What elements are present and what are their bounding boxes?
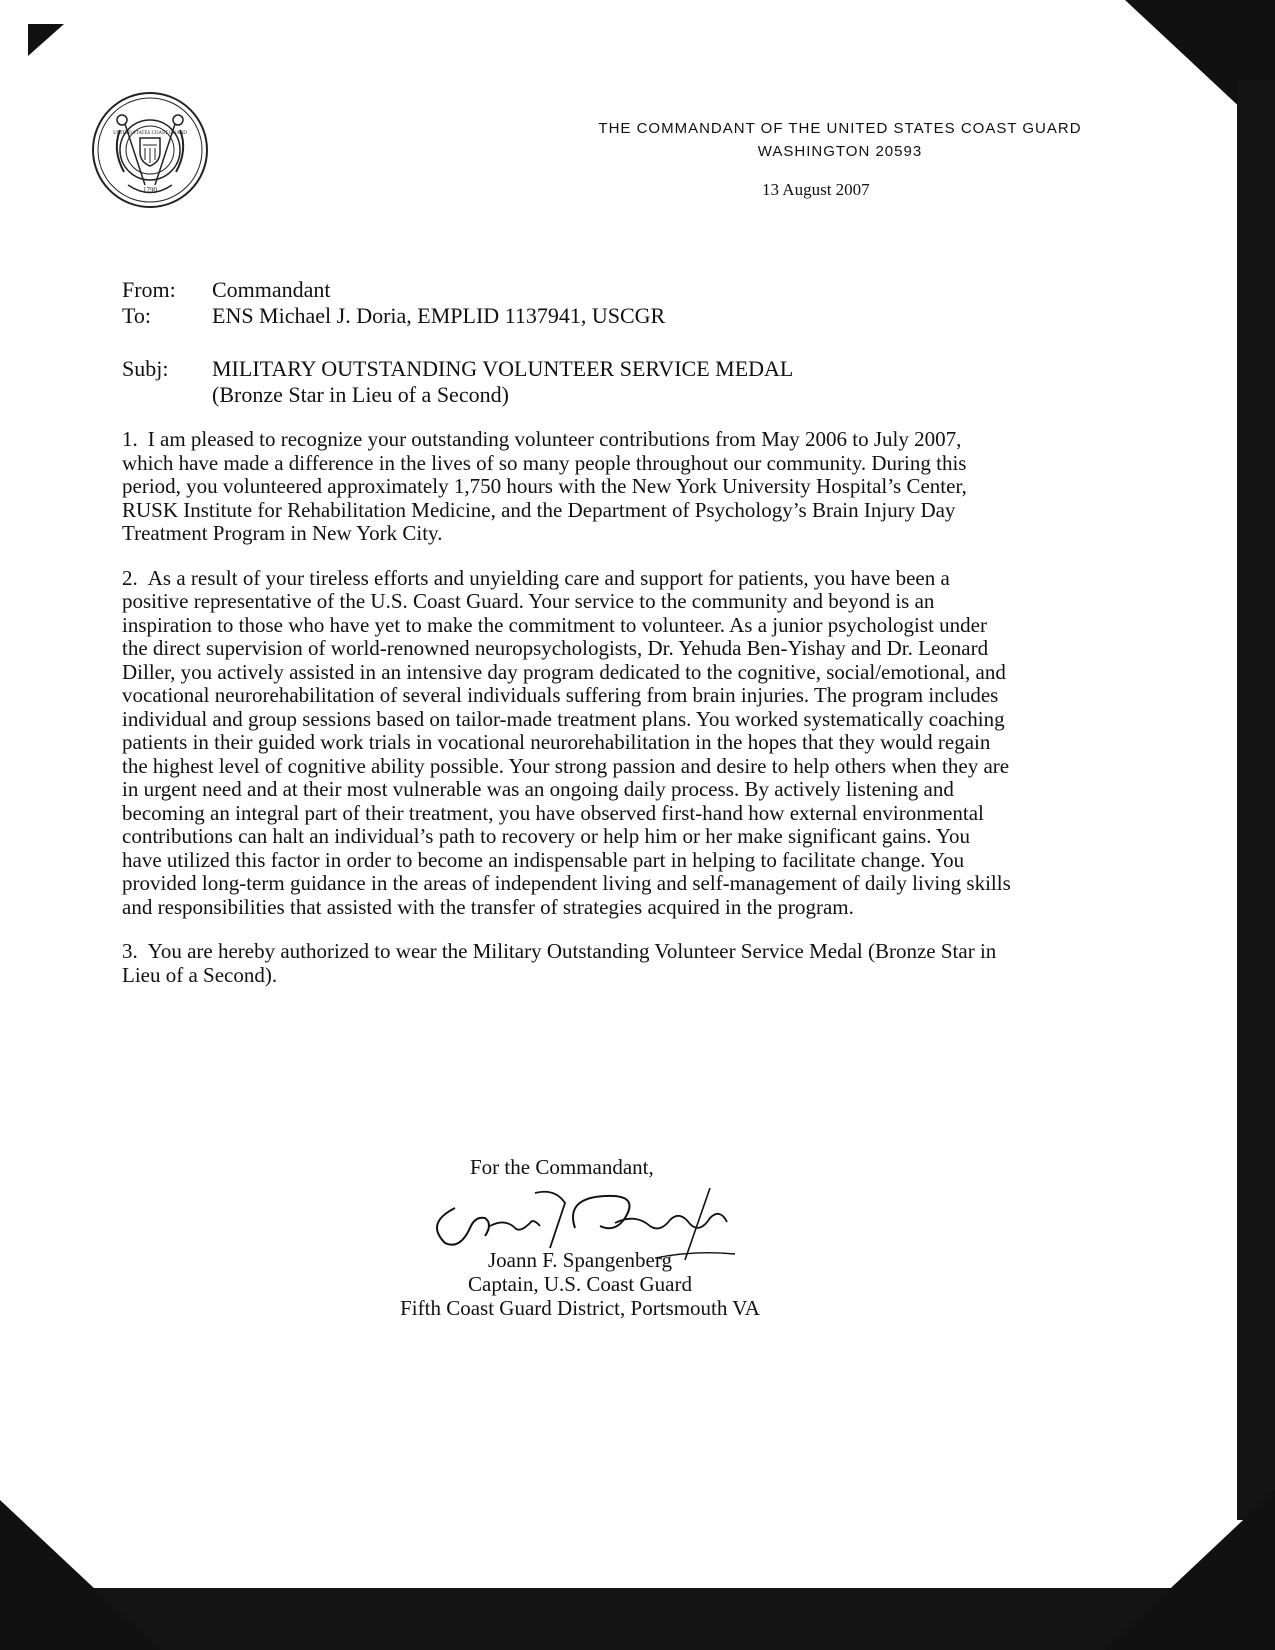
scan-edge-right [1237,80,1275,1520]
memo-to-row [122,303,665,329]
subject-text [212,356,793,408]
paragraph-2-number: 2. [122,565,138,590]
seal-text: UNITED STATES COAST GUARD [113,131,187,136]
signer-name: Joann F. Spangenberg [488,1248,672,1272]
to-value: ENS Michael J. Doria, EMPLID 1137941, USCGR [212,303,666,328]
paragraph-3-number: 3. [122,939,138,963]
subject-row [122,356,793,408]
from-label: From: [122,277,176,302]
subject-line2: (Bronze Star in Lieu of a Second) [212,382,509,407]
paragraph-1 [122,428,1012,546]
paragraph-3 [122,940,1012,987]
scan-edge-bottom [0,1588,1275,1650]
letterhead-line1: THE COMMANDANT OF THE UNITED STATES COAST GUARD [598,120,1082,137]
signer-unit: Fifth Coast Guard District, Portsmouth VA [400,1296,760,1320]
letter-body [122,428,1012,1008]
subj-label: Subj: [122,356,169,381]
paragraph-2 [122,567,1012,920]
scan-corner-top-left [28,24,64,56]
letterhead [540,120,1140,166]
memo-subject [122,356,793,408]
closing-salutation: For the Commandant, [470,1155,654,1179]
memo-header [122,277,665,329]
paragraph-3-text: You are hereby authorized to wear the Military Outstanding Volunteer Service Medal (Bronze Star in Lieu of a Second). [122,939,997,987]
paragraph-1-number: 1. [122,427,138,451]
memo-from-row [122,277,665,303]
letterhead-line2: WASHINGTON 20593 [757,143,923,160]
paragraph-2-text: As a result of your tireless efforts and unyielding care and support for patients, you have been a positive representative of the U.S. Coast Guard. Your service to the community and beyond is an inspiration to those who have yet to make the commitment to volunteer. As a junior psychologist under the direct supervision of world-renowned neuropsychologists, Dr. Yehuda Ben-Yishay and Dr. Leonard Diller, you actively assisted in an intensive day program dedicated to the cognitive, social/emotional, and vocational neurorehabilitation of several individuals suffering from brain injuries. The program includes individual and group sessions based on tailor-made treatment plans. You worked systematically coaching patients in their guided work trials in vocational neurorehabilitation in the hopes that they would regain the highest level of cognitive ability possible. Your strong passion and desire to help others when they are in urgent need and at their most vulnerable was an ongoing daily process. By actively listening and becoming an integral part of their treatment, you have observed first-hand how external environmental contributions can halt an individual’s path to recovery or help him or her make significant gains. You have utilized this factor in order to become an indispensable part in helping to facilitate change. You provided long-term guidance in the areas of independent living and self-management of daily living skills and responsibilities that assisted with the transfer of strategies acquired in the program. [122,565,1011,919]
scan-corner-bottom-left [0,1500,160,1650]
letter-date: 13 August 2007 [762,180,870,199]
subject-line1: MILITARY OUTSTANDING VOLUNTEER SERVICE MEDAL [212,356,794,381]
signer-title: Captain, U.S. Coast Guard [468,1272,692,1296]
from-value: Commandant [212,277,331,302]
coast-guard-seal-icon [90,90,210,210]
to-label: To: [122,303,152,328]
seal-year: 1790 [143,186,157,194]
signature-block [365,1248,795,1320]
paragraph-1-text: I am pleased to recognize your outstanding volunteer contributions from May 2006 to July 2007, which have made a difference in the lives of so many people throughout our community. During this period, you volunteered approximately 1,750 hours with the New York University Hospital’s Center, RUSK Institute for Rehabilitation Medicine, and the Department of Psychology’s Brain Injury Day Treatment Program in New York City. [122,427,967,545]
scan-corner-bottom-right [1105,1490,1275,1650]
